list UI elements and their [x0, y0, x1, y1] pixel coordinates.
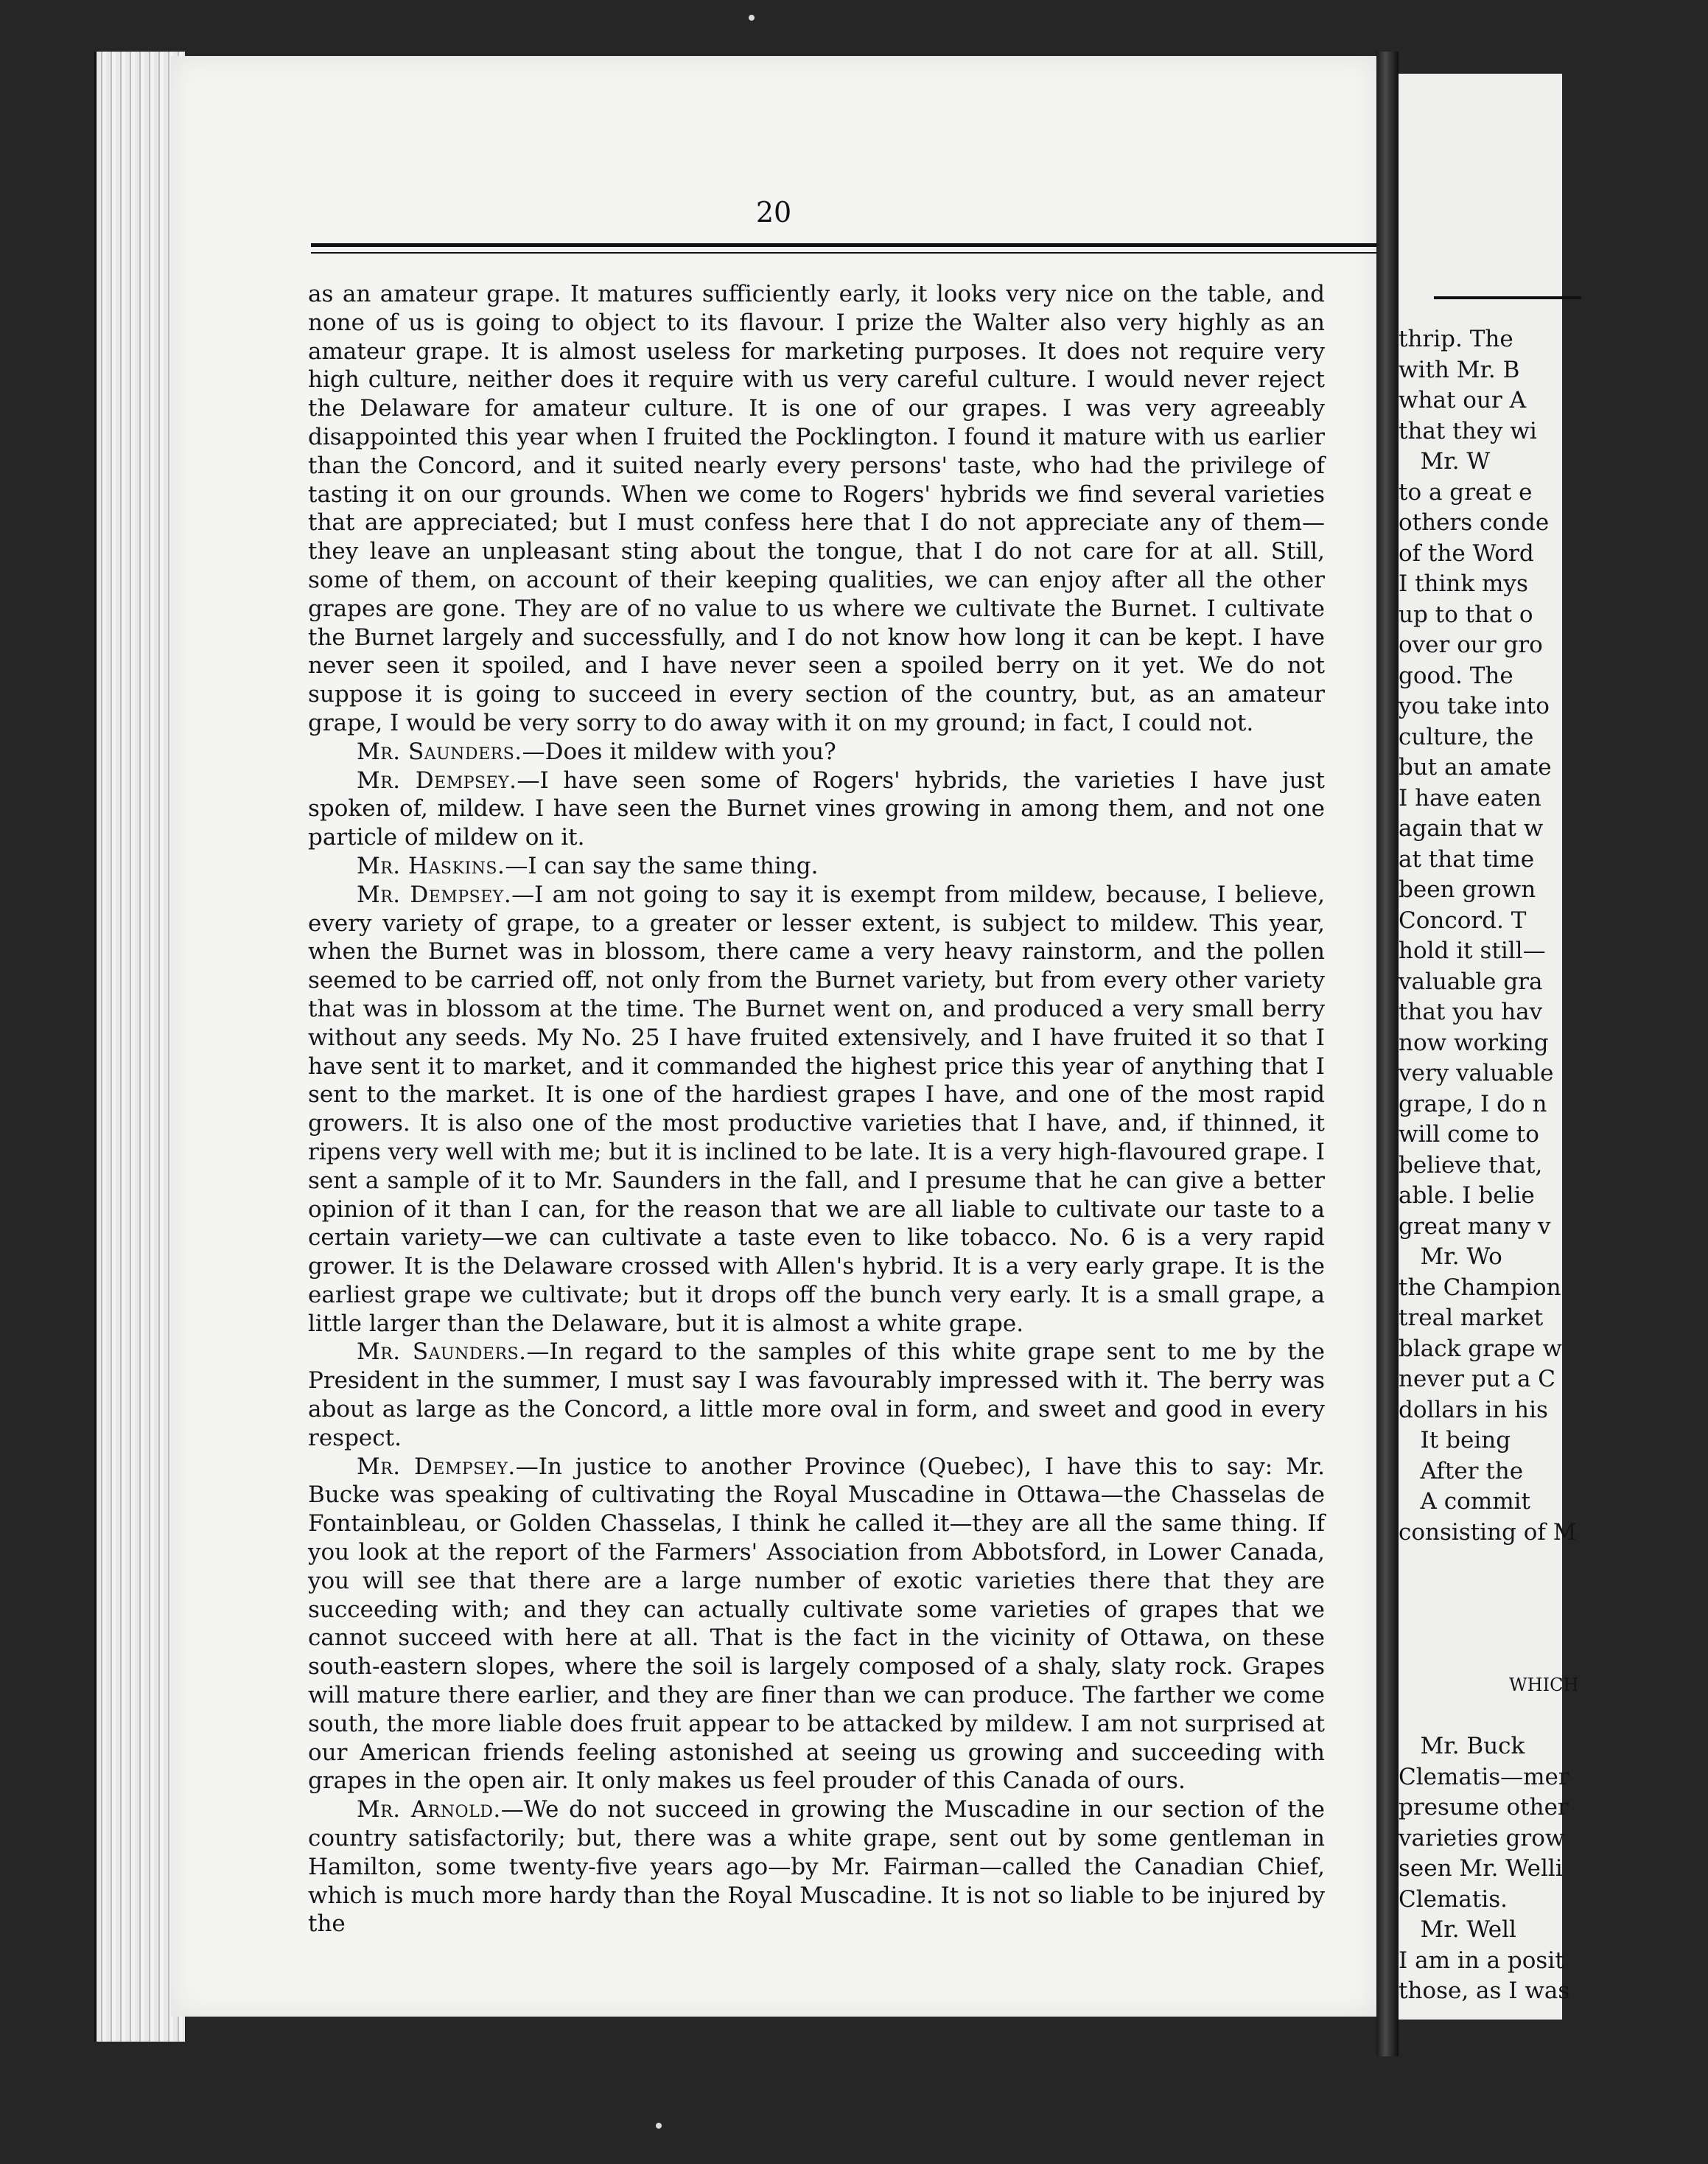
header-rule	[311, 243, 1512, 254]
right-page-line: but an amate	[1399, 754, 1552, 781]
speaker-name: Mr. Haskins.	[357, 852, 505, 879]
blank-line	[1399, 1701, 1708, 1732]
right-page-line: with Mr. B	[1399, 356, 1520, 383]
right-page-line: what our A	[1399, 387, 1526, 413]
paragraph-text: —I am not going to say it is exempt from mildew, because, I believe, every variety of grape, to a greater or lesser extent, is subject to mildew. This year, when the Burnet was in blossom, there came a very heavy rainstorm, and the pollen seemed to be carried off, not only from the Burnet variety, but from every other variety that was in blossom at the time. The Burnet went on, and produced a very small berry without any seeds. My No. 25 I have fruited extensively, and I have fruited it so that I have sent it to market, and it commanded the highest price this year of anything that I sent to the market. It is one of the hardiest grapes I have, and one of the most rapid growers. It is also one of the most productive varieties that I have, and, if thinned, it ripens very well with me; but it is inclined to be late. It is a very high-flavoured grape. I sent a sample of it to Mr. Saunders in the fall, and I presume that he can give a better opinion of it than I can, for the reason that we are all liable to cultivate our taste to a certain variety—we can cultivate a taste even to like tobacco. No. 6 is a very rapid grower. It is the Delaware crossed with Allen's hybrid. It is a very early grape. It is the earliest grape we cultivate; but it drops off the bunch very early. It is a small grape, a little larger than the Delaware, but it is almost a white grape.	[308, 881, 1325, 1337]
right-page-line: the Champion	[1399, 1274, 1561, 1301]
paragraph	[308, 1795, 1325, 1938]
right-page-line: grape, I do n	[1399, 1090, 1547, 1117]
blank-line	[1399, 1548, 1708, 1579]
right-page-line: Clematis.	[1399, 1885, 1508, 1913]
right-page-line: will come to	[1399, 1121, 1539, 1148]
right-page-line: now working	[1399, 1029, 1549, 1056]
paragraph	[308, 738, 1325, 767]
right-page-line: treal market	[1399, 1305, 1544, 1331]
right-page-line: Mr. W	[1399, 448, 1491, 475]
paragraph-text: —In justice to another Province (Quebec), I have this to say: Mr. Bucke was speaking of cultivating the Royal Muscadine in Ottawa—the Chasselas de Fontainbleau, or Golden Chasselas, I think he called it—they are all the same thing. If you look at the report of the Farmers' Association from Abbotsford, in Lower Canada, you will see that there are a large number of exotic varieties there that they are succeeding with; and they can actually cultivate some varieties of grapes that we cannot succeed with here at all. That is the fact in the vicinity of Ottawa, on these south-eastern slopes, where the soil is largely composed of a shaly, slaty rock. Grapes will mature there earlier, and they are finer than we can produce. The farther we come south, the more liable does fruit appear to be attacked by mildew. I am not surprised at our American friends feeling astonished at seeing us growing and succeeding with grapes in the open air. It only makes us feel prouder of this Canada of ours.	[308, 1453, 1325, 1795]
right-page-line: seen Mr. Welli	[1399, 1855, 1563, 1882]
right-page-line: great many v	[1399, 1212, 1551, 1240]
dust-speck	[656, 2123, 662, 2129]
right-page-line: It being	[1399, 1427, 1511, 1453]
right-page-line: that you hav	[1399, 999, 1543, 1025]
paragraph-text: —We do not succeed in growing the Muscadine in our section of the country satisfactorily; but, there was a white grape, sent out by some gentleman in Hamilton, some twenty-five years ago—by Mr. Fairman—called the Canadian Chief, which is much more hardy than the Royal Muscadine. It is not so liable to be injured by the	[308, 1796, 1325, 1938]
right-page-line: I have eaten	[1399, 784, 1541, 811]
right-page-line: black grape w	[1399, 1335, 1562, 1362]
right-page-line: up to that o	[1399, 601, 1533, 628]
right-page-line: very valuable	[1399, 1060, 1554, 1086]
speaker-name: Mr. Arnold.	[357, 1796, 501, 1823]
paragraph-text: —I can say the same thing.	[505, 852, 819, 879]
right-page-rule	[1434, 296, 1581, 304]
speaker-name: Mr. Dempsey.	[357, 1453, 516, 1480]
right-page-text	[1399, 324, 1708, 2007]
right-page-line: Concord. T	[1399, 907, 1527, 934]
paragraph	[308, 1338, 1325, 1452]
paragraph	[308, 1453, 1325, 1796]
right-page-line: good. The	[1399, 662, 1513, 689]
right-page-line: valuable gra	[1399, 968, 1543, 995]
text-column	[308, 280, 1325, 1938]
right-page-line: I am in a posit	[1399, 1947, 1564, 1974]
right-page	[1399, 74, 1579, 2020]
paragraph	[308, 280, 1325, 738]
right-page-line: Mr. Wo	[1399, 1243, 1502, 1270]
speaker-name: Mr. Saunders.	[357, 1338, 527, 1366]
paragraph	[308, 881, 1325, 1338]
right-page-line: consisting of M	[1399, 1518, 1577, 1546]
right-page-line: others conde	[1399, 509, 1550, 536]
right-page-line: presume other	[1399, 1794, 1569, 1821]
right-page-line: to a great e	[1399, 478, 1533, 506]
right-page-line: culture, the	[1399, 723, 1534, 750]
paragraph	[308, 852, 1325, 881]
right-page-line: at that time	[1399, 845, 1535, 873]
blank-line	[1399, 1640, 1708, 1671]
right-page-line: Clematis—mer	[1399, 1763, 1569, 1790]
right-page-line: of the Word	[1399, 540, 1534, 567]
right-page-line: varieties grow	[1399, 1824, 1565, 1851]
right-page-line: thrip. The	[1399, 326, 1513, 352]
right-page-line: I think mys	[1399, 570, 1528, 597]
blank-line	[1399, 1579, 1708, 1610]
speaker-name: Mr. Dempsey.	[357, 767, 517, 794]
right-page-line: never put a C	[1399, 1366, 1556, 1392]
right-page-line: A commit	[1399, 1488, 1530, 1515]
right-page-line: Mr. Buck	[1399, 1733, 1525, 1759]
right-page-line: able. I belie	[1399, 1182, 1535, 1209]
book-gutter	[1376, 52, 1399, 2056]
right-page-heading: WHICH	[1509, 1675, 1579, 1695]
right-page-line: again that w	[1399, 815, 1544, 842]
right-page-line: you take into	[1399, 693, 1550, 719]
right-page-line: Mr. Well	[1399, 1916, 1516, 1943]
paragraph-text: as an amateur grape. It matures sufficiently early, it looks very nice on the table, and none of us is going to object to its flavour. I prize the Walter also very highly as an amateur grape. It is almost useless for marketing purposes. It does not require very high culture, neither does it require with us very careful culture. I would never reject the Delaware for amateur culture. It is one of our grapes. I was very agreeably disappointed this year when I fruited the Pocklington. I found it mature with us earlier than the Concord, and it suited nearly every persons' taste, who had the privilege of tasting it on our grounds. When we come to Rogers' hybrids we find several varieties that are appreciated; but I must confess here that I do not appreciate any of them—they leave an unpleasant sting about the tongue, that I do not care for at all. Still, some of them, on account of their keeping qualities, we can enjoy after all the other grapes are gone. They are of no value to us where we cultivate the Burnet. I cultivate the Burnet largely and successfully, and I do not know how long it can be kept. I have never seen it spoiled, and I have never seen a spoiled berry on it yet. We do not suppose it is going to succeed in every section of the country, but, as an amateur grape, I would be very sorry to do away with it on my ground; in fact, I could not.	[308, 281, 1325, 736]
right-page-line: After the	[1399, 1457, 1524, 1484]
paragraph-text: —I have seen some of Rogers' hybrids, the varieties I have just spoken of, mildew. I have seen the Burnet vines growing in among them, and not one particle of mildew on it.	[308, 767, 1325, 851]
speaker-name: Mr. Saunders.	[357, 738, 522, 765]
paragraph	[308, 767, 1325, 852]
left-page	[171, 56, 1376, 2017]
right-page-line: believe that,	[1399, 1151, 1543, 1179]
right-page-line: been grown	[1399, 876, 1536, 903]
right-page-line: those, as I was	[1399, 1978, 1570, 2004]
right-page-line: over our gro	[1399, 632, 1543, 658]
page-number: 20	[755, 196, 792, 228]
paragraph-text: —Does it mildew with you?	[522, 738, 836, 765]
right-page-line: hold it still—	[1399, 938, 1546, 964]
right-page-line: that they wi	[1399, 417, 1537, 444]
paragraph-text: —In regard to the samples of this white grape sent to me by the President in the summer, I must say I was favourably impressed with it. The berry was about as large as the Concord, a little more oval in form, and sweet and good in every respect.	[308, 1338, 1325, 1451]
right-page-line: dollars in his	[1399, 1396, 1548, 1423]
blank-line	[1399, 1609, 1708, 1640]
speaker-name: Mr. Dempsey.	[357, 881, 512, 908]
dust-speck	[749, 15, 755, 21]
